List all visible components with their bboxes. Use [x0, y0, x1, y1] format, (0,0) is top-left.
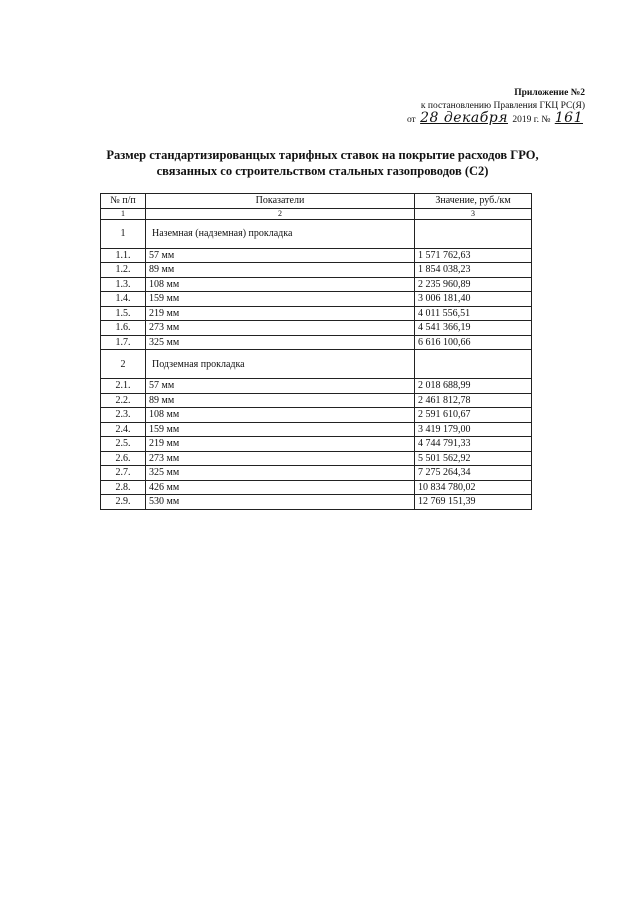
row-value: 12 769 151,39	[415, 495, 532, 510]
table-row	[101, 393, 532, 408]
row-value: 2 235 960,89	[415, 277, 532, 292]
row-number: 2.4.	[101, 422, 146, 437]
row-number: 2.2.	[101, 393, 146, 408]
row-value: 3 419 179,00	[415, 422, 532, 437]
row-number: 2.9.	[101, 495, 146, 510]
row-value: 6 616 100,66	[415, 335, 532, 350]
row-value: 3 006 181,40	[415, 292, 532, 307]
row-indicator: 273 мм	[146, 451, 415, 466]
row-indicator: 219 мм	[146, 306, 415, 321]
row-indicator: 159 мм	[146, 292, 415, 307]
header-indicator: Показатели	[146, 194, 415, 209]
column-number-row	[101, 208, 532, 219]
column-number: 2	[146, 208, 415, 219]
section-number: 2	[101, 350, 146, 379]
row-value: 2 018 688,99	[415, 379, 532, 394]
row-number: 2.6.	[101, 451, 146, 466]
section-value-empty	[415, 350, 532, 379]
section-row	[101, 350, 532, 379]
section-row	[101, 219, 532, 248]
tariff-table	[100, 193, 532, 510]
table-row	[101, 321, 532, 336]
appendix-date-line	[407, 112, 585, 127]
table-body	[101, 219, 532, 509]
table-row	[101, 335, 532, 350]
row-number: 2.7.	[101, 466, 146, 481]
row-value: 2 461 812,78	[415, 393, 532, 408]
row-indicator: 325 мм	[146, 335, 415, 350]
table-row	[101, 466, 532, 481]
handwritten-date: 28 декабря	[420, 110, 508, 126]
table-row	[101, 437, 532, 452]
date-year: 2019 г. №	[512, 115, 551, 125]
section-label: Наземная (надземная) прокладка	[146, 219, 415, 248]
row-indicator: 57 мм	[146, 248, 415, 263]
row-number: 1.5.	[101, 306, 146, 321]
table-row	[101, 495, 532, 510]
row-number: 1.6.	[101, 321, 146, 336]
row-number: 1.1.	[101, 248, 146, 263]
document-title	[95, 147, 550, 179]
table-row	[101, 292, 532, 307]
header-value: Значение, руб./км	[415, 194, 532, 209]
row-indicator: 108 мм	[146, 408, 415, 423]
table-row	[101, 248, 532, 263]
section-label: Подземная прокладка	[146, 350, 415, 379]
table-row	[101, 263, 532, 278]
row-value: 4 541 366,19	[415, 321, 532, 336]
row-number: 2.3.	[101, 408, 146, 423]
column-number: 1	[101, 208, 146, 219]
table-header-row	[101, 194, 532, 209]
handwritten-number: 161	[554, 110, 583, 126]
appendix-title: Приложение №2	[514, 88, 585, 98]
row-number: 1.4.	[101, 292, 146, 307]
row-value: 1 854 038,23	[415, 263, 532, 278]
row-indicator: 426 мм	[146, 480, 415, 495]
row-indicator: 219 мм	[146, 437, 415, 452]
column-number: 3	[415, 208, 532, 219]
row-indicator: 108 мм	[146, 277, 415, 292]
row-indicator: 57 мм	[146, 379, 415, 394]
row-value: 4 011 556,51	[415, 306, 532, 321]
row-number: 1.2.	[101, 263, 146, 278]
row-number: 2.8.	[101, 480, 146, 495]
table-row	[101, 306, 532, 321]
appendix-resolution: к постановлению Правления ГКЦ РС(Я)	[420, 100, 585, 111]
appendix-header	[407, 87, 585, 127]
section-value-empty	[415, 219, 532, 248]
row-value: 4 744 791,33	[415, 437, 532, 452]
row-indicator: 159 мм	[146, 422, 415, 437]
row-number: 2.5.	[101, 437, 146, 452]
title-line-1: Размер стандартизированцых тарифных ставок на покрытие расходов ГРО,	[106, 148, 539, 162]
row-value: 1 571 762,63	[415, 248, 532, 263]
table-row	[101, 408, 532, 423]
row-indicator: 273 мм	[146, 321, 415, 336]
table-row	[101, 480, 532, 495]
row-number: 2.1.	[101, 379, 146, 394]
row-number: 1.7.	[101, 335, 146, 350]
table-row	[101, 277, 532, 292]
section-number: 1	[101, 219, 146, 248]
table-row	[101, 422, 532, 437]
table-row	[101, 379, 532, 394]
row-value: 7 275 264,34	[415, 466, 532, 481]
table-row	[101, 451, 532, 466]
row-value: 10 834 780,02	[415, 480, 532, 495]
header-num: № п/п	[101, 194, 146, 209]
row-indicator: 89 мм	[146, 393, 415, 408]
row-number: 1.3.	[101, 277, 146, 292]
row-value: 2 591 610,67	[415, 408, 532, 423]
date-prefix: от	[406, 115, 416, 125]
row-indicator: 530 мм	[146, 495, 415, 510]
title-line-2: связанных со строительством стальных газопроводов (С2)	[156, 164, 489, 178]
row-indicator: 89 мм	[146, 263, 415, 278]
row-indicator: 325 мм	[146, 466, 415, 481]
row-value: 5 501 562,92	[415, 451, 532, 466]
